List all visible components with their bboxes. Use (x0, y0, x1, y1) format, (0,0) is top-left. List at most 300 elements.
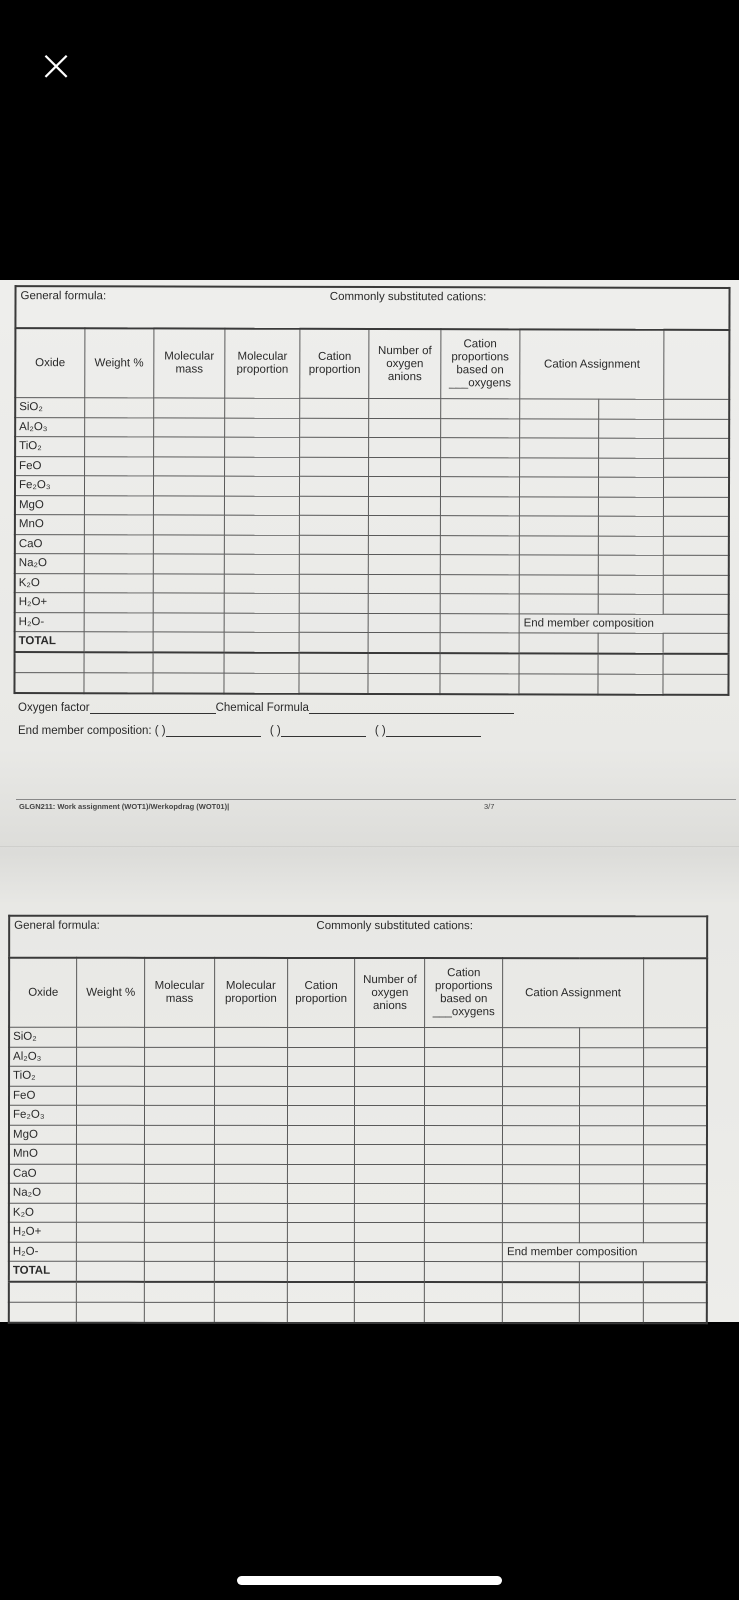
table-cell[interactable] (519, 496, 598, 516)
table-cell[interactable] (643, 1067, 707, 1087)
table-cell[interactable] (440, 516, 519, 536)
table-cell[interactable] (580, 1047, 644, 1067)
oxygen-factor-blank (90, 713, 216, 714)
table-cell[interactable] (355, 1144, 425, 1164)
table-cell[interactable] (579, 1282, 643, 1303)
table-cell[interactable] (519, 457, 598, 477)
table-row (15, 456, 729, 477)
table-row (15, 495, 729, 516)
table-cell[interactable] (84, 476, 153, 496)
table-cell[interactable] (224, 554, 299, 574)
table-cell[interactable] (643, 1223, 707, 1243)
table-cell[interactable] (287, 1183, 355, 1203)
table-cell[interactable] (643, 1145, 707, 1165)
table-cell[interactable] (503, 1047, 580, 1067)
close-button[interactable] (34, 40, 78, 91)
table-cell[interactable] (153, 495, 224, 515)
table-cell[interactable] (519, 594, 598, 614)
table-cell[interactable] (84, 632, 153, 652)
table-cell[interactable] (440, 673, 519, 694)
table-cell[interactable] (287, 1066, 355, 1086)
table-cell[interactable] (77, 1261, 145, 1281)
table-cell[interactable] (425, 1203, 503, 1223)
table-cell[interactable] (369, 398, 440, 418)
table-cell[interactable] (14, 672, 83, 693)
table-cell[interactable] (369, 613, 440, 633)
table-cell[interactable] (598, 674, 663, 695)
table-cell[interactable] (579, 1145, 643, 1165)
oxide-label: H₂O- (15, 612, 84, 632)
table-cell[interactable] (440, 418, 519, 438)
table-cell[interactable] (355, 1125, 425, 1145)
table-cell[interactable] (84, 652, 153, 673)
table-cell[interactable] (77, 1183, 145, 1203)
table-cell[interactable] (299, 652, 368, 673)
table-cell[interactable] (287, 1144, 355, 1164)
table-cell[interactable] (519, 477, 598, 497)
table-cell[interactable] (287, 1164, 355, 1184)
table-cell[interactable] (503, 1145, 580, 1165)
table-cell[interactable] (369, 593, 440, 613)
table-cell[interactable] (153, 456, 224, 476)
table-cell[interactable] (214, 1164, 287, 1184)
table-cell[interactable] (300, 398, 369, 418)
table-cell[interactable] (214, 1125, 287, 1145)
table-row (15, 554, 729, 575)
table-cell[interactable] (425, 1145, 503, 1165)
table-cell[interactable] (77, 1203, 145, 1223)
table-cell[interactable] (144, 1281, 214, 1302)
table-cell[interactable] (77, 1066, 145, 1086)
table-cell[interactable] (225, 457, 300, 477)
oxide-label: MgO (9, 1125, 77, 1145)
table-cell[interactable] (503, 1223, 580, 1243)
table-cell[interactable] (643, 1282, 707, 1303)
table-cell[interactable] (664, 438, 729, 458)
table-cell[interactable] (598, 594, 663, 614)
table-cell[interactable] (369, 574, 440, 594)
table-cell[interactable] (84, 437, 153, 457)
table-cell[interactable] (84, 515, 153, 535)
table-cell[interactable] (145, 1125, 215, 1145)
table-cell[interactable] (153, 573, 224, 593)
oxygen-factor-line (18, 702, 514, 714)
table-cell[interactable] (643, 1164, 707, 1184)
table-cell[interactable] (77, 1027, 145, 1047)
table-row (9, 1105, 707, 1125)
end-member-paren-3: ( ) (374, 725, 386, 737)
table-cell[interactable] (77, 1105, 145, 1125)
table-cell[interactable] (503, 1086, 580, 1106)
table-cell[interactable] (214, 1066, 287, 1086)
table-cell[interactable] (225, 418, 300, 438)
table-cell[interactable] (300, 496, 369, 516)
table-cell[interactable] (440, 535, 519, 555)
table-cell[interactable] (224, 496, 299, 516)
table-cell[interactable] (519, 555, 598, 575)
table-cell[interactable] (299, 593, 368, 613)
table-cell[interactable] (599, 516, 664, 536)
table-cell[interactable] (579, 1164, 643, 1184)
table-cell[interactable] (299, 613, 368, 633)
table-cell[interactable] (643, 1125, 707, 1145)
table-cell[interactable] (355, 1047, 425, 1067)
table-cell[interactable] (355, 1027, 425, 1047)
table-cell[interactable] (287, 1027, 355, 1047)
table-cell[interactable] (425, 1262, 503, 1282)
table-cell[interactable] (144, 1222, 214, 1242)
table-cell[interactable] (664, 419, 729, 439)
worksheet-top (13, 285, 730, 695)
table-cell[interactable] (153, 437, 224, 457)
table-cell[interactable] (369, 476, 440, 496)
table-cell[interactable] (84, 534, 153, 554)
table-cell[interactable] (598, 575, 663, 595)
table-cell[interactable] (425, 1242, 503, 1262)
end-member-composition-label: End member composition (519, 613, 729, 633)
table-cell[interactable] (520, 399, 599, 419)
table-cell[interactable] (580, 1067, 644, 1087)
table-cell[interactable] (153, 554, 224, 574)
table-cell[interactable] (300, 535, 369, 555)
table-cell[interactable] (520, 418, 599, 438)
table-cell[interactable] (287, 1203, 355, 1223)
table-cell[interactable] (355, 1222, 425, 1242)
page-divider (0, 846, 739, 847)
table-cell[interactable] (287, 1086, 355, 1106)
table-cell[interactable] (153, 652, 224, 673)
table-cell[interactable] (440, 555, 519, 575)
table-cell[interactable] (643, 1047, 707, 1067)
table-cell[interactable] (144, 1164, 214, 1184)
table-cell[interactable] (77, 1302, 145, 1323)
table-cell[interactable] (664, 575, 729, 595)
table-cell[interactable] (664, 516, 729, 536)
table-cell[interactable] (503, 1184, 580, 1204)
table-cell[interactable] (599, 497, 664, 517)
table-cell[interactable] (214, 1222, 287, 1242)
table-cell[interactable] (355, 1302, 425, 1323)
table-cell[interactable] (287, 1302, 355, 1323)
table-cell[interactable] (214, 1261, 287, 1281)
table-cell[interactable] (299, 632, 368, 652)
table-cell[interactable] (369, 515, 440, 535)
table-cell[interactable] (440, 438, 519, 458)
table-cell[interactable] (503, 1028, 580, 1048)
table-cell[interactable] (440, 613, 519, 633)
table-cell[interactable] (15, 652, 84, 673)
table-cell[interactable] (425, 1067, 503, 1087)
table-cell[interactable] (425, 1164, 503, 1184)
table-cell[interactable] (84, 612, 153, 632)
table-cell[interactable] (287, 1125, 355, 1145)
oxide-label: CaO (15, 534, 84, 554)
table-cell[interactable] (579, 1302, 643, 1323)
table-cell[interactable] (369, 535, 440, 555)
table-cell[interactable] (368, 652, 439, 673)
table-cell[interactable] (440, 653, 519, 674)
table-cell[interactable] (579, 1203, 643, 1223)
table-cell[interactable] (355, 1281, 425, 1302)
table-cell[interactable] (153, 534, 224, 554)
table-cell[interactable] (664, 594, 729, 614)
table-cell[interactable] (144, 1203, 214, 1223)
table-cell[interactable] (369, 457, 440, 477)
table-cell[interactable] (425, 1086, 503, 1106)
table-cell[interactable] (519, 673, 598, 694)
oxide-label: K₂O (15, 573, 84, 593)
table-cell[interactable] (599, 438, 664, 458)
table-cell[interactable] (425, 1028, 503, 1048)
table-cell[interactable] (664, 497, 729, 517)
table-cell[interactable] (224, 613, 299, 633)
table-cell[interactable] (355, 1203, 425, 1223)
table-cell[interactable] (224, 593, 299, 613)
table-cell[interactable] (579, 1223, 643, 1243)
table-cell[interactable] (153, 515, 224, 535)
table-cell[interactable] (440, 594, 519, 614)
table-cell[interactable] (153, 672, 224, 693)
table-row (9, 1027, 707, 1047)
table-cell[interactable] (425, 1047, 503, 1067)
table-cell[interactable] (643, 1302, 707, 1323)
table-cell[interactable] (355, 1242, 425, 1262)
table-cell[interactable] (214, 1047, 287, 1067)
table-cell[interactable] (287, 1242, 355, 1262)
table-cell[interactable] (599, 419, 664, 439)
table-cell[interactable] (154, 398, 225, 418)
table-cell[interactable] (287, 1261, 355, 1281)
table-cell[interactable] (579, 1086, 643, 1106)
header-molecular-proportion: Molecular proportion (214, 958, 287, 1028)
table-cell[interactable] (225, 437, 300, 457)
table-cell[interactable] (425, 1106, 503, 1126)
oxide-label: FeO (9, 1086, 77, 1106)
table-cell[interactable] (287, 1222, 355, 1242)
table-cell[interactable] (300, 476, 369, 496)
table-cell[interactable] (144, 1183, 214, 1203)
table-cell[interactable] (579, 1184, 643, 1204)
table-cell[interactable] (153, 593, 224, 613)
table-cell[interactable] (425, 1125, 503, 1145)
table-cell[interactable] (84, 417, 153, 437)
table-cell[interactable] (579, 1106, 643, 1126)
table-cell[interactable] (145, 1066, 215, 1086)
table-cell[interactable] (299, 574, 368, 594)
table-cell[interactable] (519, 516, 598, 536)
table-cell[interactable] (663, 653, 728, 674)
table-cell[interactable] (369, 554, 440, 574)
table-cell[interactable] (664, 536, 729, 556)
table-cell[interactable] (153, 417, 224, 437)
table-cell[interactable] (224, 652, 299, 673)
table-cell[interactable] (503, 1203, 580, 1223)
footer-rule (16, 799, 736, 800)
table-row (9, 1203, 707, 1223)
table-cell[interactable] (369, 496, 440, 516)
table-cell[interactable] (77, 1242, 145, 1262)
table-cell[interactable] (214, 1027, 287, 1047)
table-cell[interactable] (153, 476, 224, 496)
blank-row (9, 1302, 707, 1323)
table-cell[interactable] (77, 1222, 145, 1242)
table-cell[interactable] (144, 1144, 214, 1164)
table-cell[interactable] (519, 574, 598, 594)
table-cell[interactable] (153, 632, 224, 652)
table-cell[interactable] (440, 457, 519, 477)
table-cell[interactable] (224, 535, 299, 555)
table-cell[interactable] (355, 1261, 425, 1281)
oxide-label: TiO₂ (15, 437, 84, 457)
table-cell[interactable] (144, 1242, 214, 1262)
table-cell[interactable] (145, 1047, 215, 1067)
table-cell[interactable] (664, 555, 729, 575)
table-cell[interactable] (144, 1302, 214, 1323)
table-cell[interactable] (664, 458, 729, 478)
table-cell[interactable] (519, 633, 598, 653)
table-cell[interactable] (300, 437, 369, 457)
table-cell[interactable] (77, 1144, 145, 1164)
table-cell[interactable] (580, 1028, 644, 1048)
oxide-label: Fe₂O₃ (9, 1105, 77, 1125)
table-cell[interactable] (664, 477, 729, 497)
table-cell[interactable] (502, 1282, 579, 1303)
table-cell[interactable] (599, 477, 664, 497)
home-indicator[interactable] (237, 1576, 502, 1585)
table-cell[interactable] (214, 1105, 287, 1125)
table-cell[interactable] (84, 573, 153, 593)
header-cation-proportions-oxygens: Cation proportions based on ___oxygens (425, 958, 503, 1028)
table-cell[interactable] (84, 554, 153, 574)
table-cell[interactable] (300, 418, 369, 438)
table-cell[interactable] (287, 1281, 355, 1302)
table-cell[interactable] (224, 673, 299, 694)
table-cell[interactable] (643, 1086, 707, 1106)
table-cell[interactable] (355, 1183, 425, 1203)
table-cell[interactable] (503, 1106, 580, 1126)
header-oxygen-anions: Number of oxygen anions (355, 958, 425, 1028)
table-cell[interactable] (368, 673, 439, 694)
table-cell[interactable] (77, 1086, 145, 1106)
table-cell[interactable] (84, 672, 153, 693)
table-cell[interactable] (214, 1086, 287, 1106)
table-cell[interactable] (77, 1164, 145, 1184)
table-cell[interactable] (440, 477, 519, 497)
table-cell[interactable] (355, 1105, 425, 1125)
header-molecular-mass: Molecular mass (145, 958, 215, 1028)
table-cell[interactable] (599, 399, 664, 419)
table-cell[interactable] (287, 1105, 355, 1125)
table-cell[interactable] (643, 1262, 707, 1282)
table-cell[interactable] (84, 495, 153, 515)
table-cell[interactable] (299, 673, 368, 694)
table-cell[interactable] (224, 632, 299, 652)
table-cell[interactable] (77, 1281, 145, 1302)
table-cell[interactable] (9, 1302, 77, 1323)
table-cell[interactable] (77, 1047, 145, 1067)
table-cell[interactable] (599, 458, 664, 478)
table-cell[interactable] (599, 536, 664, 556)
table-cell[interactable] (214, 1203, 287, 1223)
table-cell[interactable] (84, 456, 153, 476)
table-cell[interactable] (224, 574, 299, 594)
blank-row (9, 1281, 707, 1302)
table-cell[interactable] (599, 555, 664, 575)
table-cell[interactable] (355, 1086, 425, 1106)
table-cell[interactable] (84, 398, 153, 418)
table-cell[interactable] (598, 653, 663, 674)
table-cell[interactable] (520, 438, 599, 458)
table-cell[interactable] (355, 1066, 425, 1086)
table-cell[interactable] (503, 1125, 580, 1145)
table-cell[interactable] (579, 1262, 643, 1282)
table-cell[interactable] (598, 633, 663, 653)
table-cell[interactable] (300, 457, 369, 477)
table-cell[interactable] (225, 398, 300, 418)
table-cell[interactable] (663, 674, 728, 695)
table-cell[interactable] (643, 1203, 707, 1223)
table-cell[interactable] (369, 437, 440, 457)
table-cell[interactable] (440, 399, 519, 419)
table-cell[interactable] (153, 612, 224, 632)
table-cell[interactable] (368, 632, 439, 652)
table-cell[interactable] (425, 1282, 503, 1303)
table-cell[interactable] (300, 554, 369, 574)
table-cell[interactable] (440, 574, 519, 594)
table-cell[interactable] (287, 1047, 355, 1067)
table-cell[interactable] (425, 1302, 503, 1323)
table-row (15, 476, 729, 497)
table-cell[interactable] (643, 1028, 707, 1048)
table-cell[interactable] (300, 515, 369, 535)
table-cell[interactable] (579, 1125, 643, 1145)
table-cell[interactable] (224, 476, 299, 496)
table-cell[interactable] (502, 1302, 579, 1323)
table-cell[interactable] (224, 515, 299, 535)
table-cell[interactable] (502, 1262, 579, 1282)
table-cell[interactable] (214, 1144, 287, 1164)
table-cell[interactable] (355, 1164, 425, 1184)
table-cell[interactable] (84, 593, 153, 613)
table-cell[interactable] (503, 1164, 580, 1184)
table-cell[interactable] (425, 1223, 503, 1243)
table-cell[interactable] (145, 1105, 215, 1125)
table-cell[interactable] (145, 1027, 215, 1047)
header-cation-proportion: Cation proportion (287, 958, 355, 1028)
table-cell[interactable] (144, 1261, 214, 1281)
table-cell[interactable] (214, 1183, 287, 1203)
table-cell[interactable] (643, 1106, 707, 1126)
table-cell[interactable] (440, 633, 519, 653)
table-cell[interactable] (664, 399, 729, 419)
table-cell[interactable] (519, 653, 598, 674)
table-cell[interactable] (440, 496, 519, 516)
table-cell[interactable] (369, 418, 440, 438)
table-cell[interactable] (519, 535, 598, 555)
table-cell[interactable] (643, 1184, 707, 1204)
table-cell[interactable] (214, 1302, 287, 1323)
table-cell[interactable] (663, 633, 728, 653)
table-cell[interactable] (77, 1125, 145, 1145)
end-member-blank-2 (281, 736, 366, 737)
table-cell[interactable] (9, 1281, 77, 1302)
table-cell[interactable] (214, 1281, 287, 1302)
table-cell[interactable] (503, 1067, 580, 1087)
table-cell[interactable] (145, 1086, 215, 1106)
table-cell[interactable] (425, 1184, 503, 1204)
table-cell[interactable] (214, 1242, 287, 1262)
header-cation-proportion: Cation proportion (300, 329, 369, 399)
